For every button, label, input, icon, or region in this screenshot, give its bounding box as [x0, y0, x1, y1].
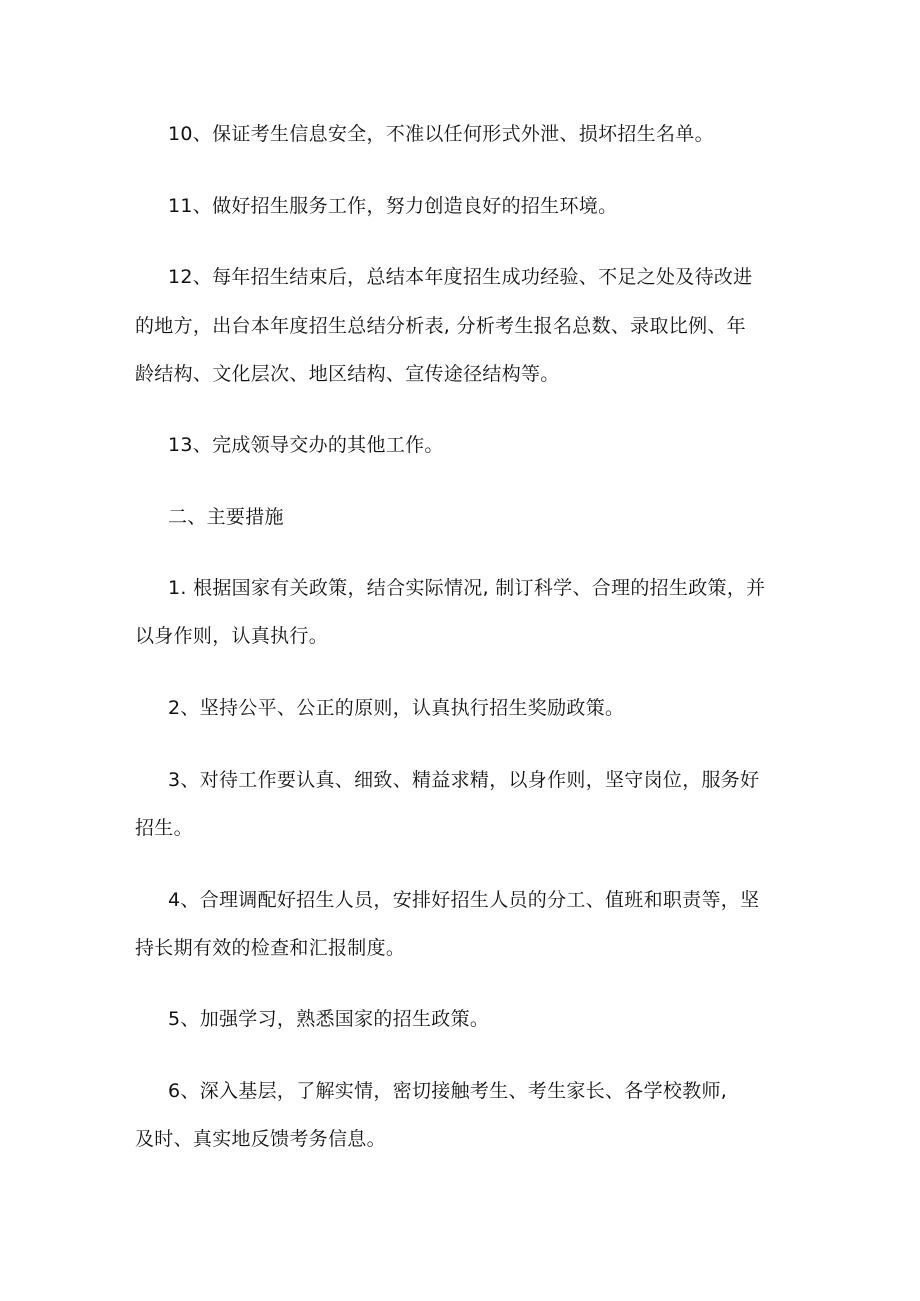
measure-3-line-2: 招生。	[135, 817, 193, 839]
measure-1-line-1: 1. 根据国家有关政策，结合实际情况, 制订科学、合理的招生政策，并	[168, 577, 766, 599]
item-12-line-1: 12、每年招生结束后，总结本年度招生成功经验、不足之处及待改进	[168, 266, 753, 288]
measure-6-line-1: 6、深入基层，了解实情，密切接触考生、考生家长、各学校教师,	[168, 1080, 728, 1102]
measure-3-line-1: 3、对待工作要认真、细致、精益求精，以身作则，坚守岗位，服务好	[168, 769, 760, 791]
measure-4-line-1: 4、合理调配好招生人员，安排好招生人员的分工、值班和职责等，坚	[168, 889, 760, 911]
item-11-line-1: 11、做好招生服务工作，努力创造良好的招生环境。	[168, 195, 618, 217]
section-heading: 二、主要措施	[168, 506, 284, 528]
measure-5-line-1: 5、加强学习，熟悉国家的招生政策。	[168, 1008, 490, 1030]
item-12-line-3: 龄结构、文化层次、地区结构、宣传途径结构等。	[135, 363, 560, 385]
item-10-line-1: 10、保证考生信息安全，不准以任何形式外泄、损坏招生名单。	[168, 123, 714, 145]
measure-2-line-1: 2、坚持公平、公正的原则，认真执行招生奖励政策。	[168, 697, 625, 719]
measure-1-line-2: 以身作则，认真执行。	[135, 625, 329, 647]
measure-6-line-2: 及时、真实地反馈考务信息。	[135, 1128, 386, 1150]
item-12-line-2: 的地方，出台本年度招生总结分析表, 分析考生报名总数、录取比例、年	[135, 315, 746, 337]
measure-4-line-2: 持长期有效的检查和汇报制度。	[135, 937, 406, 959]
item-13-line-1: 13、完成领导交办的其他工作。	[168, 434, 444, 456]
